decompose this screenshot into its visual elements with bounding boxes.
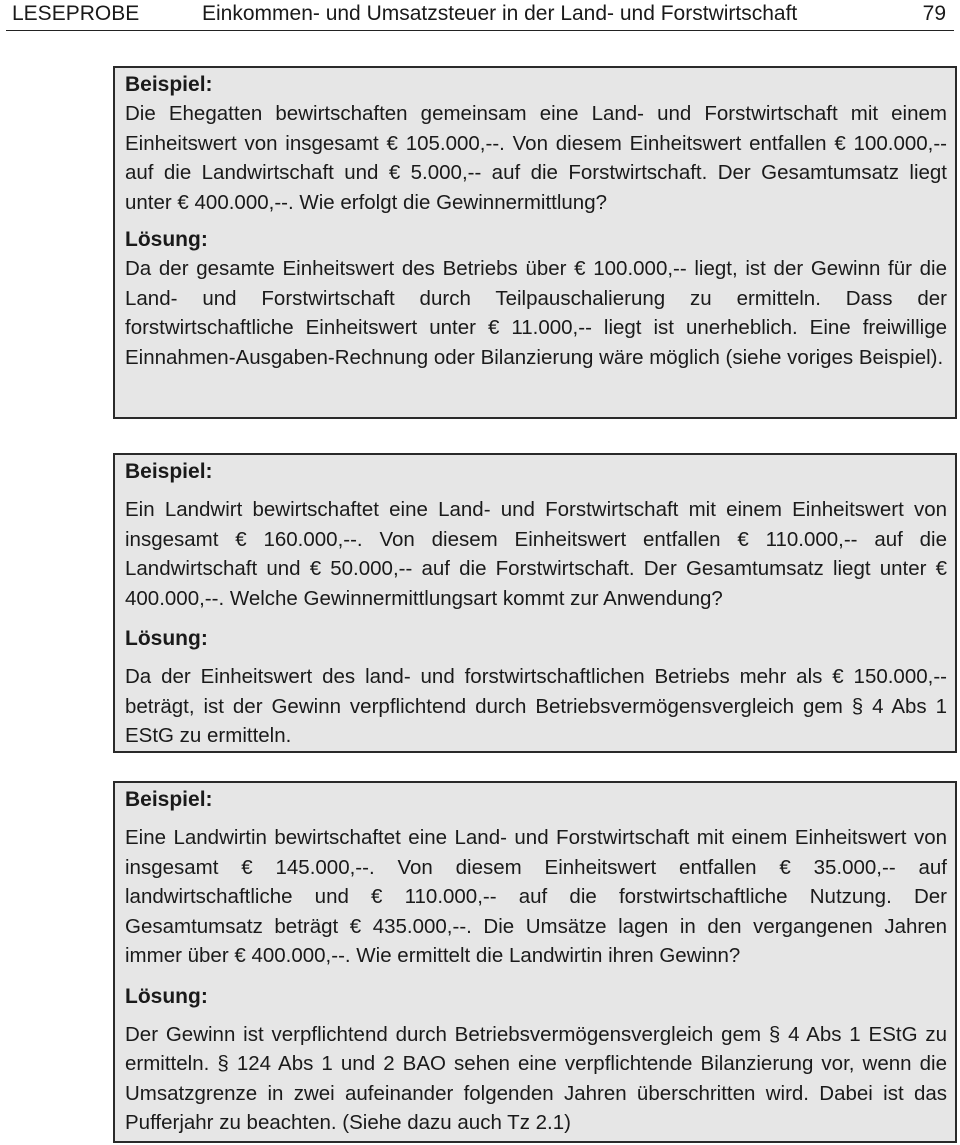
loesung-label: Lösung:	[125, 627, 208, 650]
loesung-label: Lösung:	[125, 984, 208, 1008]
beispiel-label: Beispiel:	[125, 460, 213, 483]
page-header	[6, 0, 954, 31]
beispiel-text: Die Ehegatten bewirtschaften gemeinsam eine Land- und Forstwirtschaft mit einem Einheitswert von insgesamt € 105.000,--. Von diesem Einheitswert entfallen € 100.000,-- auf die Landwirtschaft und € 5.000,-- auf die Forstwirtschaft. Der Gesamtumsatz liegt unter € 400.000,--. Wie erfolgt die Gewinnermittlung?	[125, 102, 947, 214]
beispiel-label: Beispiel:	[125, 73, 213, 96]
loesung-text: Da der gesamte Einheitswert des Betriebs über € 100.000,-- liegt, ist der Gewinn für die Land- und Forstwirtschaft durch Teilpauschalierung zu ermitteln. Dass der forstwirtschaftliche Einheitswert unter € 11.000,-- liegt ist unerheblich. Eine freiwillige Einnahmen-Ausgaben-Rechnung oder Bilanzierung wäre möglich (siehe voriges Beispiel).	[125, 257, 947, 369]
example-box-2	[113, 453, 957, 753]
beispiel-label: Beispiel:	[125, 788, 213, 811]
example-box-3	[113, 781, 957, 1143]
loesung-text: Der Gewinn ist verpflichtend durch Betriebsvermögensvergleich gem § 4 Abs 1 EStG zu ermitteln. § 124 Abs 1 und 2 BAO sehen eine verpflichtende Bilanzierung vor, wenn die Umsatzgrenze in zwei aufeinander folgenden Jahren überschritten wird. Dabei ist das Pufferjahr zu beachten. (Siehe dazu auch Tz 2.1)	[125, 1022, 947, 1134]
loesung-text: Da der Einheitswert des land- und forstwirtschaftlichen Betriebs mehr als € 150.000,-- beträgt, ist der Gewinn verpflichtend durch Betriebsvermögensvergleich gem § 4 Abs 1 EStG zu ermitteln.	[125, 665, 947, 747]
header-title: Einkommen- und Umsatzsteuer in der Land- und Forstwirtschaft	[202, 2, 798, 25]
example-box-1	[113, 66, 957, 419]
loesung-label: Lösung:	[125, 228, 208, 251]
header-label: LESEPROBE	[12, 2, 140, 25]
page-number: 79	[922, 2, 946, 25]
beispiel-text: Eine Landwirtin bewirtschaftet eine Land- und Forstwirtschaft mit einem Einheitswert von insgesamt € 145.000,--. Von diesem Einheitswert entfallen € 35.000,-- auf landwirtschaftliche und € 110.000,-- auf die forstwirtschaftliche Nutzung. Der Gesamtumsatz beträgt € 435.000,--. Die Umsätze lagen in den vergangenen Jahren immer über € 400.000,--. Wie ermittelt die Landwirtin ihren Gewinn?	[125, 826, 947, 967]
beispiel-text: Ein Landwirt bewirtschaftet eine Land- und Forstwirtschaft mit einem Einheitswert von insgesamt € 160.000,--. Von diesem Einheitswert entfallen € 110.000,-- auf die Landwirtschaft und € 50.000,-- auf die Forstwirtschaft. Der Gesamtumsatz liegt unter € 400.000,--. Welche Gewinnermittlungsart kommt zur Anwendung?	[125, 498, 947, 610]
